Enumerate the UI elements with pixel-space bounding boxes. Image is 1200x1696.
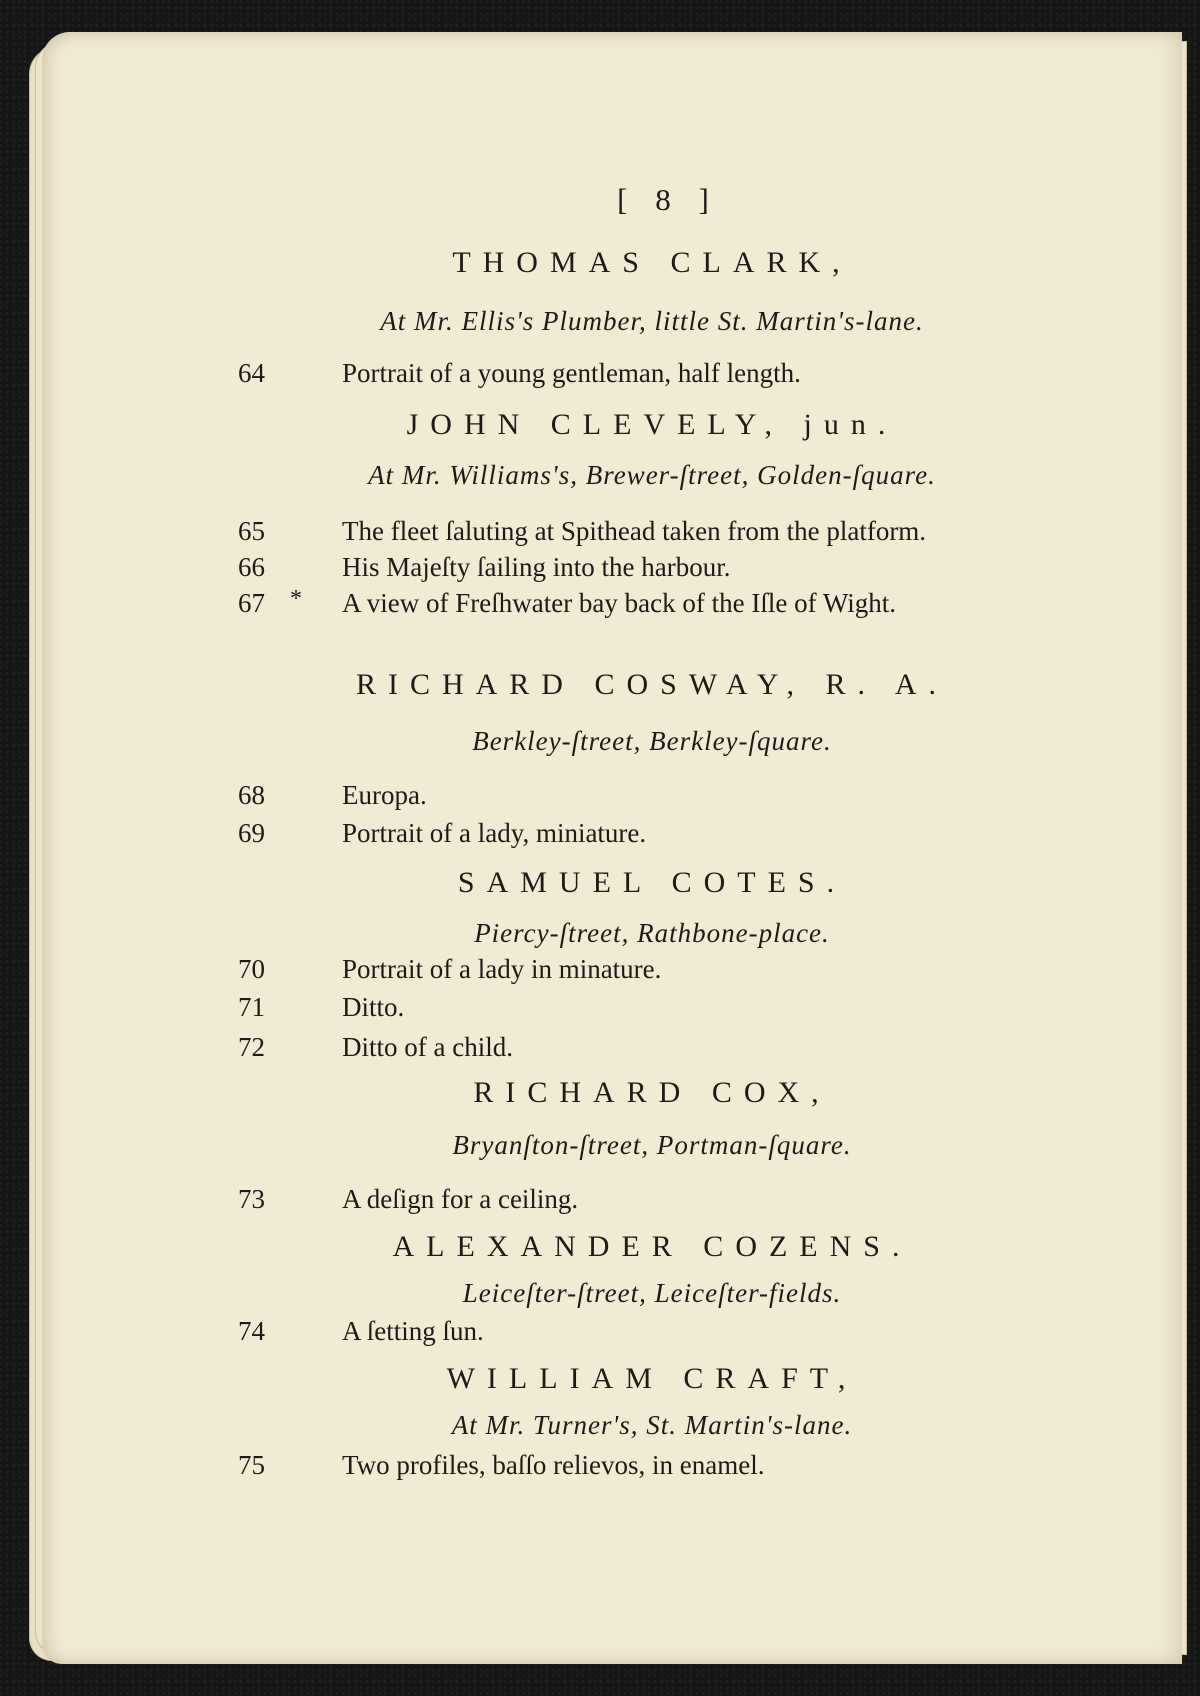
entry-title: The fleet ſaluting at Spithead taken from the platform. — [342, 516, 927, 546]
entry-title: Ditto of a child. — [342, 1032, 513, 1062]
entry-title: Europa. — [342, 780, 427, 810]
artist-name: SAMUEL COTES. — [457, 866, 847, 899]
artist-address: At Mr. Ellis's Plumber, little St. Martin's-lane. — [380, 306, 924, 336]
entry-asterisk-mark: * — [290, 586, 302, 612]
artist-name: ALEXANDER COZENS. — [392, 1230, 912, 1263]
entry-title: Portrait of a lady in minature. — [342, 954, 662, 984]
entry-number: 70 — [238, 954, 265, 984]
artist-name: JOHN CLEVELY, jun. — [406, 408, 898, 441]
entry-title: Portrait of a lady, miniature. — [342, 818, 647, 848]
entry-title: Portrait of a young gentleman, half length. — [342, 358, 801, 388]
catalogue-entry — [42, 1450, 1142, 1484]
catalogue-entry — [42, 1316, 1142, 1350]
entry-title: Two profiles, baſſo relievos, in enamel. — [342, 1450, 765, 1480]
artist-address: Berkley-ſtreet, Berkley-ſquare. — [472, 726, 832, 756]
entry-number: 72 — [238, 1032, 265, 1062]
artist-address: Leiceſter-ſtreet, Leiceſter-fields. — [462, 1278, 842, 1308]
artist-name: THOMAS CLARK, — [452, 246, 852, 279]
catalogue-entry — [42, 954, 1142, 988]
entry-number: 75 — [238, 1450, 265, 1480]
entry-number: 69 — [238, 818, 265, 848]
catalogue-entry — [42, 516, 1142, 550]
catalogue-entry — [42, 780, 1142, 814]
catalogue-page — [42, 32, 1182, 1664]
entry-number: 66 — [238, 552, 265, 582]
entry-number: 74 — [238, 1316, 265, 1346]
artist-address: At Mr. Turner's, St. Martin's-lane. — [451, 1410, 853, 1440]
entry-number: 64 — [238, 358, 265, 388]
artist-address: At Mr. Williams's, Brewer-ſtreet, Golden-ſquare. — [368, 460, 936, 490]
catalogue-entry — [42, 552, 1142, 586]
entry-title: Ditto. — [342, 992, 405, 1022]
catalogue-entry — [42, 1032, 1142, 1066]
artist-name: RICHARD COSWAY, R. A. — [355, 668, 949, 701]
entry-number: 68 — [238, 780, 265, 810]
entry-title: A view of Freſhwater bay back of the Iſle of Wight. — [342, 588, 897, 618]
entry-title: His Majeſty ſailing into the harbour. — [342, 552, 731, 582]
entry-number: 73 — [238, 1184, 265, 1214]
catalogue-entry — [42, 358, 1142, 392]
entry-number: 65 — [238, 516, 265, 546]
artist-name: RICHARD COX, — [473, 1076, 831, 1109]
catalogue-entry — [42, 1184, 1142, 1218]
artist-address: Bryanſton-ſtreet, Portman-ſquare. — [452, 1130, 852, 1160]
artist-address: Piercy-ſtreet, Rathbone-place. — [474, 918, 830, 948]
entry-number: 67 — [238, 588, 265, 618]
artist-name: WILLIAM CRAFT, — [446, 1362, 858, 1395]
page-number: [ 8 ] — [617, 182, 719, 217]
entry-title: A ſetting ſun. — [342, 1316, 484, 1346]
entry-number: 71 — [238, 992, 265, 1022]
entry-title: A deſign for a ceiling. — [342, 1184, 579, 1214]
catalogue-entry — [42, 588, 1142, 622]
catalogue-entry — [42, 818, 1142, 852]
catalogue-entry — [42, 992, 1142, 1026]
